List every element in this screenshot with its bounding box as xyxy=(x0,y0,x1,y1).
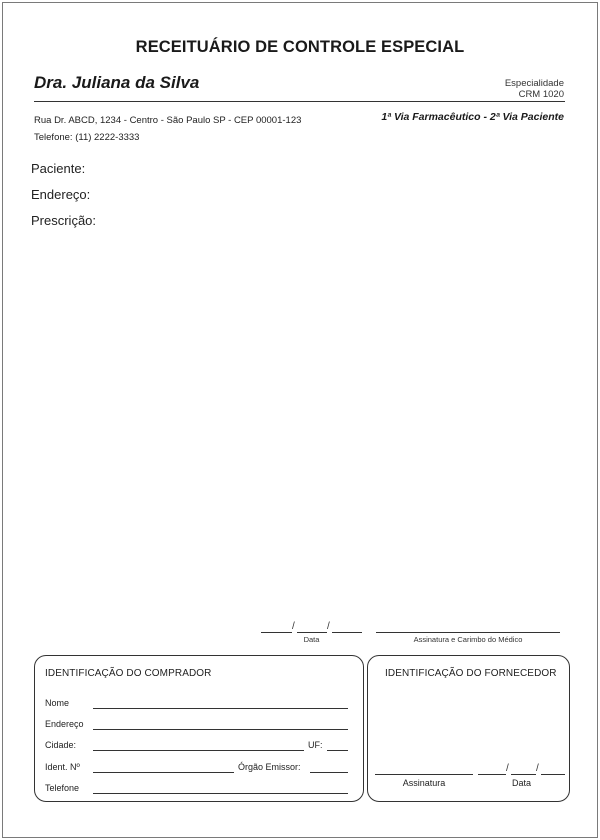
document-title: RECEITUÁRIO DE CONTROLE ESPECIAL xyxy=(135,38,465,56)
buyer-phone-field[interactable] xyxy=(93,793,348,794)
buyer-name-field[interactable] xyxy=(93,708,348,709)
date-year-line xyxy=(332,632,362,633)
date-caption: Data xyxy=(303,635,320,644)
buyer-issuer-field[interactable] xyxy=(310,772,348,773)
date-day-line xyxy=(261,632,292,633)
doctor-signature-caption: Assinatura e Carimbo do Médico xyxy=(413,635,523,644)
buyer-name-label: Nome xyxy=(45,698,70,708)
supplier-signature-caption: Assinatura xyxy=(402,778,446,788)
supplier-box-title: IDENTIFICAÇÃO DO FORNECEDOR xyxy=(385,668,557,679)
doctor-phone: Telefone: (11) 2222-3333 xyxy=(34,132,140,143)
specialty-label: Especialidade xyxy=(504,78,564,89)
buyer-address-field[interactable] xyxy=(93,729,348,730)
crm-number: CRM 1020 xyxy=(518,89,564,100)
buyer-ident-label: Ident. Nº xyxy=(45,762,80,772)
copy-distribution: 1ª Via Farmacêutico - 2ª Via Paciente xyxy=(381,111,564,123)
supplier-signature-field[interactable] xyxy=(375,774,473,775)
date-month-line xyxy=(297,632,327,633)
buyer-phone-label: Telefone xyxy=(45,783,80,793)
prescription-label: Prescrição: xyxy=(31,213,97,228)
buyer-address-label: Endereço xyxy=(45,719,84,729)
address-label: Endereço: xyxy=(31,187,91,202)
buyer-box-title: IDENTIFICAÇÃO DO COMPRADOR xyxy=(45,668,212,679)
date-separator: / xyxy=(292,621,295,632)
supplier-date-year-line xyxy=(541,774,565,775)
supplier-date-day-line xyxy=(478,774,506,775)
buyer-city-field[interactable] xyxy=(93,750,304,751)
doctor-address: Rua Dr. ABCD, 1234 - Centro - São Paulo SP - CEP 00001-123 xyxy=(34,115,302,126)
doctor-name: Dra. Juliana da Silva xyxy=(34,73,200,92)
doctor-signature-line[interactable] xyxy=(376,632,560,633)
doctor-credentials xyxy=(505,78,564,100)
supplier-date-month-line xyxy=(511,774,536,775)
buyer-uf-label: UF: xyxy=(308,740,323,750)
date-separator: / xyxy=(506,763,509,774)
buyer-uf-field[interactable] xyxy=(327,750,348,751)
doctor-contact xyxy=(34,112,301,146)
supplier-date-caption: Data xyxy=(511,778,531,788)
header-divider xyxy=(34,101,565,102)
date-separator: / xyxy=(327,621,330,632)
patient-label: Paciente: xyxy=(31,161,86,176)
date-separator: / xyxy=(536,763,539,774)
buyer-ident-field[interactable] xyxy=(93,772,234,773)
buyer-issuer-label: Órgão Emissor: xyxy=(238,762,301,772)
buyer-city-label: Cidade: xyxy=(45,740,77,750)
